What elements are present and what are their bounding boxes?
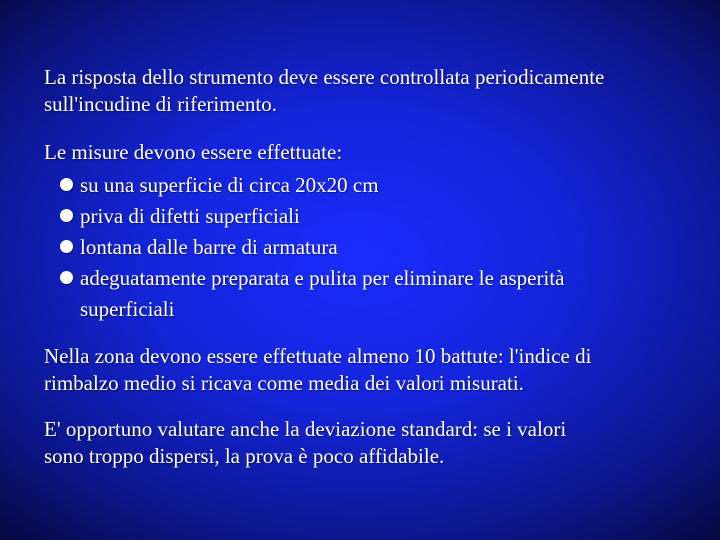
paragraph-measurements-intro: Le misure devono essere effettuate: [44,140,343,164]
paragraph-rebound-index [44,343,694,397]
bullet-dot-icon [60,178,73,191]
paragraph-standard-deviation [44,416,694,470]
bullet-text: su una superficie di circa 20x20 cm [80,173,379,197]
paragraph-calibration [44,64,694,118]
paragraph-calibration-line1: La risposta dello strumento deve essere controllata periodicamente [44,65,605,89]
bullet-item [44,201,694,232]
bullet-list [44,170,694,325]
paragraph-calibration-line2: sull'incudine di riferimento. [44,92,277,116]
bullet-text: priva di difetti superficiali [80,204,300,228]
slide-body [44,64,694,470]
bullet-dot-icon [60,240,73,253]
paragraph-stddev-line1: E' opportuno valutare anche la deviazione standard: se i valori [44,417,567,441]
bullet-item [44,170,694,201]
bullet-item [44,232,694,263]
bullet-item [44,263,694,325]
bullet-text-continuation: superficiali [80,297,175,321]
bullet-dot-icon [60,271,73,284]
paragraph-stddev-line2: sono troppo dispersi, la prova è poco affidabile. [44,444,445,468]
paragraph-rebound-line1: Nella zona devono essere effettuate almeno 10 battute: l'indice di [44,344,592,368]
bullet-text: adeguatamente preparata e pulita per eliminare le asperità [80,266,565,290]
paragraph-rebound-line2: rimbalzo medio si ricava come media dei valori misurati. [44,371,524,395]
bullet-dot-icon [60,209,73,222]
bullet-text: lontana dalle barre di armatura [80,235,338,259]
